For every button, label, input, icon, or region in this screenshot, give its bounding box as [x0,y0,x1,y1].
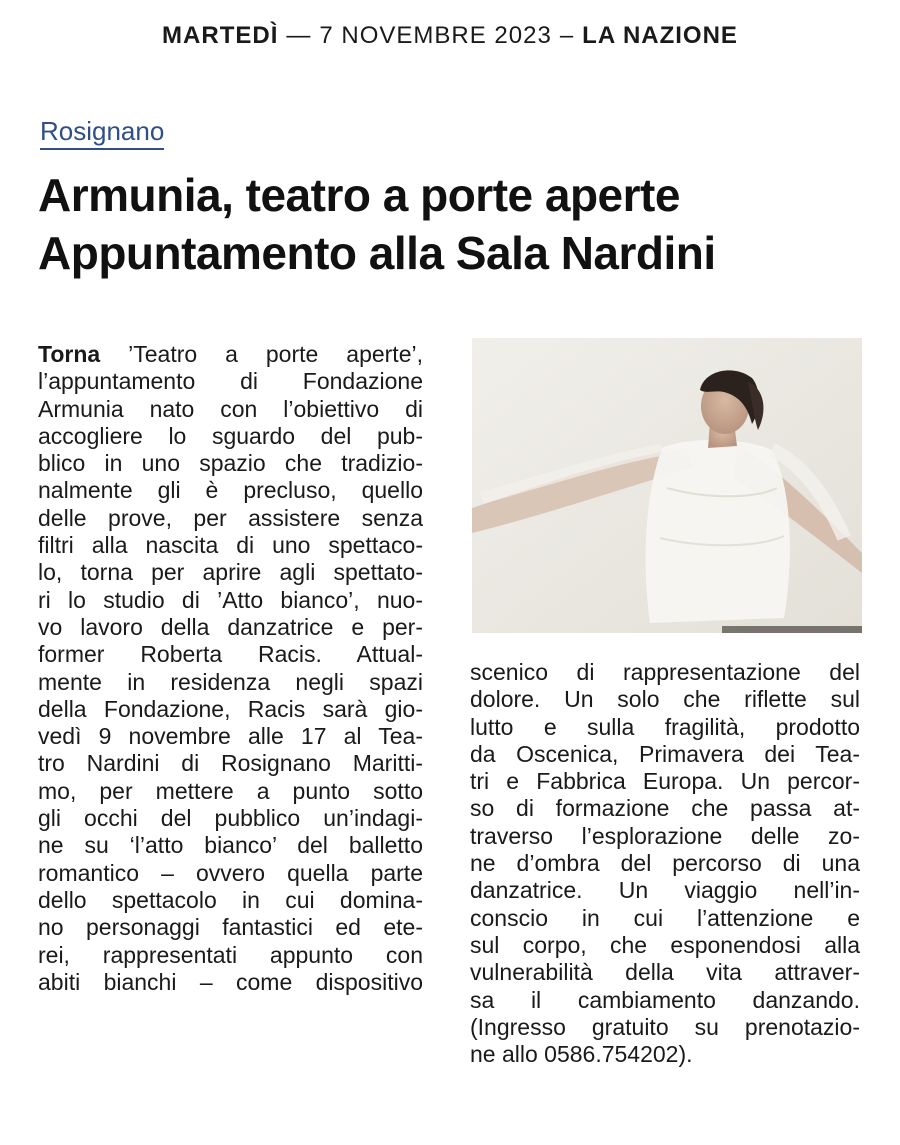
article-line: della Fondazione, Racis sarà gio- [38,695,423,722]
article-line: ne allo 0586.754202). [470,1041,693,1068]
article-line: da Oscenica, Primavera dei Tea- [470,740,860,767]
article-line: gli occhi del pubblico un’indagi- [38,805,423,832]
article-line: vo lavoro della danzatrice e per- [38,613,423,640]
article-line [38,341,423,368]
article-line: delle prove, per assistere senza [38,504,423,531]
masthead-date: 7 NOVEMBRE 2023 [319,22,552,49]
article-line: mo, per mettere a punto sotto [38,777,423,804]
article-line: sa il cambiamento danzando. [470,986,860,1013]
article-line: vedì 9 novembre alle 17 al Tea- [38,723,423,750]
article-line: danzatrice. Un viaggio nell’in- [470,877,860,904]
dancer-photo-illustration [472,338,862,633]
headline-line: Appuntamento alla Sala Nardini [38,227,716,279]
article-line: blico in uno spazio che tradizio- [38,450,423,477]
masthead-dash: – [559,22,575,49]
article-line: so di formazione che passa at- [470,795,860,822]
masthead [0,22,900,50]
article-line: dello spettacolo in cui domina- [38,886,423,913]
article-line: filtri alla nascita di uno spettaco- [38,532,423,559]
article-line: rei, rappresentati appunto con [38,941,423,968]
article-line: tri e Fabbrica Europa. Un percor- [470,768,860,795]
section-label: Rosignano [40,116,164,150]
dancer-photo [472,338,862,633]
article-line: Armunia nato con l’obiettivo di [38,395,423,422]
masthead-dash: — [286,22,312,49]
headline-line: Armunia, teatro a porte aperte [38,169,680,221]
article-line: nalmente gli è precluso, quello [38,477,423,504]
masthead-paper: LA NAZIONE [582,22,738,49]
headline [38,166,878,282]
article-line: ri lo studio di ’Atto bianco’, nuo- [38,586,423,613]
article-line: conscio in cui l’attenzione e [470,904,860,931]
article-line: l’appuntamento di Fondazione [38,368,423,395]
article-line: no personaggi fantastici ed ete- [38,914,423,941]
article-line: abiti bianchi – come dispositivo [38,968,423,995]
article-line: lutto e sulla fragilità, prodotto [470,713,860,740]
article-line: traverso l’esplorazione delle zo- [470,822,860,849]
article-line: dolore. Un solo che riflette sul [470,686,860,713]
article-line: ne d’ombra del percorso di una [470,850,860,877]
article-line: (Ingresso gratuito su prenotazio- [470,1013,860,1040]
masthead-day: MARTEDÌ [162,22,279,49]
article-line: sul corpo, che esponendosi alla [470,931,860,958]
article-line: ne su ‘l’atto bianco’ del balletto [38,832,423,859]
article-line: lo, torna per aprire agli spettato- [38,559,423,586]
article-column-left [38,341,423,996]
article-line: tro Nardini di Rosignano Maritti- [38,750,423,777]
article-line: scenico di rappresentazione del [470,659,860,685]
article-line: accogliere lo sguardo del pub- [38,422,423,449]
article-column-right [470,659,860,1068]
article-line-rest: ’Teatro a porte aperte’, [100,341,423,367]
article-line: mente in residenza negli spazi [38,668,423,695]
article-line: vulnerabilità della vita attraver- [470,959,860,986]
article-line: romantico – ovvero quella parte [38,859,423,886]
article-line: former Roberta Racis. Attual- [38,641,423,668]
article-lead: Torna [38,341,101,367]
